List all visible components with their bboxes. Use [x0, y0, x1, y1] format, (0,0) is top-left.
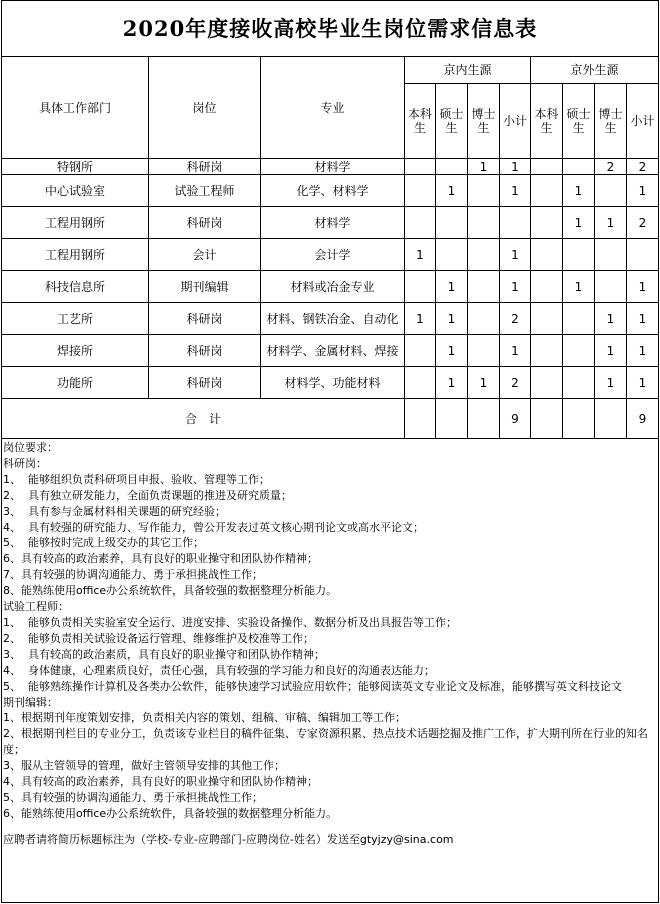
cell-department: 工艺所 [2, 303, 149, 335]
cell-major: 化学、材料学 [261, 175, 405, 207]
cell-major: 会计学 [261, 239, 405, 271]
note-line: 1、 能够负责相关实验室安全运行、进度安排、实验设备操作、数据分析及出具报告等工作； [3, 615, 457, 629]
table-row [2, 335, 659, 367]
note-line: 岗位要求： [3, 441, 58, 454]
cell-outside-count [563, 303, 595, 335]
empty-cell [405, 399, 436, 439]
header-outside-source: 京外生源 [531, 57, 659, 84]
cell-department: 工程用钢所 [2, 239, 149, 271]
note-line: 3、服从主管领导的管理，做好主管领导安排的其他工作； [3, 759, 285, 773]
cell-outside-count [531, 175, 563, 207]
cell-department: 科技信息所 [2, 271, 149, 303]
cell-beijing-count: 1 [405, 303, 436, 335]
cell-department: 中心试验室 [2, 175, 149, 207]
cell-beijing-count: 1 [436, 367, 468, 399]
cell-beijing-count: 1 [500, 335, 531, 367]
cell-outside-count: 1 [627, 175, 659, 207]
cell-outside-count: 1 [563, 175, 595, 207]
cell-beijing-count: 1 [500, 239, 531, 271]
cell-outside-count [563, 159, 595, 175]
table-row [2, 239, 659, 271]
cell-outside-count: 2 [595, 159, 627, 175]
cell-beijing-count: 1 [405, 239, 436, 271]
cell-outside-count: 1 [563, 271, 595, 303]
cell-position: 科研岗 [149, 367, 261, 399]
spacer [3, 822, 657, 832]
table-row [2, 367, 659, 399]
cell-beijing-count [436, 207, 468, 239]
note-line: 1、根据期刊年度策划安排，负责相关内容的策划、组稿、审稿、编辑加工等工作； [3, 711, 406, 725]
cell-outside-count [563, 239, 595, 271]
header-doctor: 博士生 [595, 84, 627, 159]
cell-beijing-count [468, 271, 500, 303]
cell-beijing-count [405, 367, 436, 399]
cell-department: 焊接所 [2, 335, 149, 367]
note-line: 2、 能够负责相关试验设备运行管理、维修维护及校准等工作； [3, 631, 314, 645]
note-line: 6、具有较高的政治素养，具有良好的职业操守和团队协作精神； [3, 552, 318, 566]
note-line: 6、能熟练使用office办公系统软件，具备较强的数据整理分析能力。 [3, 806, 338, 820]
header-major: 专业 [261, 57, 405, 159]
cell-beijing-count [468, 175, 500, 207]
note-line: 1、 能够组织负责科研项目申报、验收、管理等工作； [3, 472, 270, 486]
cell-outside-count: 2 [627, 207, 659, 239]
cell-position: 会计 [149, 239, 261, 271]
cell-position: 科研岗 [149, 335, 261, 367]
cell-outside-count: 1 [595, 367, 627, 399]
note-line: 3、 具有较高的政治素质，具有良好的职业操守和团队协作精神； [3, 647, 325, 661]
note-line: 5、 能够按时完成上级交办的其它工作； [3, 536, 204, 550]
cell-major: 材料、钢铁冶金、自动化 [261, 303, 405, 335]
empty-cell [436, 399, 468, 439]
cell-outside-count: 1 [563, 207, 595, 239]
cell-outside-count: 1 [627, 367, 659, 399]
note-line: 试验工程师： [3, 600, 69, 614]
cell-major: 材料学、金属材料、焊接 [261, 335, 405, 367]
note-line: 8、能熟练使用office办公系统软件，具备较强的数据整理分析能力。 [3, 584, 338, 598]
demand-table [1, 56, 659, 439]
cell-beijing-count: 1 [436, 271, 468, 303]
cell-outside-count: 1 [627, 271, 659, 303]
cell-outside-count [595, 271, 627, 303]
header-master: 硕士生 [436, 84, 468, 159]
note-line: 4、 具有较强的研究能力、写作能力，曾公开发表过英文核心期刊论文或高水平论文； [3, 520, 424, 534]
cell-department: 特钢所 [2, 159, 149, 175]
cell-beijing-count: 1 [500, 271, 531, 303]
cell-position: 科研岗 [149, 207, 261, 239]
cell-outside-count [531, 335, 563, 367]
cell-outside-count: 2 [627, 159, 659, 175]
cell-beijing-count: 1 [468, 367, 500, 399]
cell-outside-count: 1 [627, 335, 659, 367]
cell-beijing-count: 1 [436, 335, 468, 367]
cell-outside-count: 1 [627, 303, 659, 335]
header-bachelor: 本科生 [405, 84, 436, 159]
header-master: 硕士生 [563, 84, 595, 159]
cell-beijing-count [468, 239, 500, 271]
cell-outside-count [563, 335, 595, 367]
cell-beijing-count [468, 335, 500, 367]
cell-outside-count [595, 175, 627, 207]
header-department: 具体工作部门 [2, 57, 149, 159]
note-line: 科研岗： [3, 456, 47, 470]
table-row [2, 159, 659, 175]
note-line: 4、 身体健康，心理素质良好，责任心强，具有较强的学习能力和良好的沟通表达能力； [3, 663, 435, 677]
header-beijing-source: 京内生源 [405, 57, 531, 84]
cell-beijing-count [500, 207, 531, 239]
note-line: 2、 具有独立研发能力，全面负责课题的推进及研究质量； [3, 488, 292, 502]
cell-outside-count [627, 239, 659, 271]
empty-cell [468, 399, 500, 439]
cell-outside-count: 1 [595, 335, 627, 367]
total-outside-subtotal: 9 [627, 399, 659, 439]
empty-cell [531, 399, 563, 439]
cell-beijing-count [468, 207, 500, 239]
header-position: 岗位 [149, 57, 261, 159]
cell-beijing-count: 2 [500, 367, 531, 399]
cell-beijing-count: 1 [500, 175, 531, 207]
note-line: 5、 能够熟练操作计算机及各类办公软件，能够快速学习试验应用软件；能够阅读英文专业论文及标准，能够撰写英文科技论文 [3, 679, 622, 693]
cell-beijing-count [405, 207, 436, 239]
note-line: 5、具有较强的协调沟通能力、勇于承担挑战性工作； [3, 790, 263, 804]
page-title: 2020年度接收高校毕业生岗位需求信息表 [122, 16, 538, 41]
cell-beijing-count: 1 [468, 159, 500, 175]
empty-cell [563, 399, 595, 439]
cell-beijing-count [468, 303, 500, 335]
cell-outside-count [563, 367, 595, 399]
note-line: 3、 具有参与金属材料相关课题的研究经验； [3, 504, 226, 518]
cell-department: 工程用钢所 [2, 207, 149, 239]
cell-outside-count: 1 [595, 303, 627, 335]
cell-outside-count [595, 239, 627, 271]
requirements-notes [3, 440, 657, 848]
cell-position: 试验工程师 [149, 175, 261, 207]
cell-beijing-count [405, 175, 436, 207]
cell-outside-count [531, 239, 563, 271]
total-label: 合 计 [2, 399, 405, 439]
cell-position: 期刊编辑 [149, 271, 261, 303]
cell-outside-count: 1 [595, 207, 627, 239]
header-bachelor: 本科生 [531, 84, 563, 159]
cell-beijing-count: 1 [500, 159, 531, 175]
total-beijing-subtotal: 9 [500, 399, 531, 439]
cell-major: 材料学、功能材料 [261, 367, 405, 399]
cell-major: 材料学 [261, 207, 405, 239]
table-row [2, 175, 659, 207]
note-line: 2、根据期刊栏目的专业分工，负责该专业栏目的稿件征集、专家资源积累、热点技术话题挖掘及推广工作，扩大期刊所在行业的知名度； [3, 727, 648, 757]
cell-outside-count [531, 159, 563, 175]
header-doctor: 博士生 [468, 84, 500, 159]
table-row [2, 303, 659, 335]
cell-outside-count [531, 207, 563, 239]
cell-outside-count [531, 303, 563, 335]
contact-line: 应聘者请将简历标题标注为（学校-专业-应聘部门-应聘岗位-姓名）发送至gtyjzy@sina.com [3, 832, 454, 846]
cell-department: 功能所 [2, 367, 149, 399]
cell-beijing-count [436, 159, 468, 175]
cell-major: 材料学 [261, 159, 405, 175]
cell-beijing-count: 1 [436, 175, 468, 207]
cell-outside-count [531, 271, 563, 303]
cell-beijing-count [405, 271, 436, 303]
cell-beijing-count: 1 [436, 303, 468, 335]
table-row [2, 271, 659, 303]
cell-beijing-count: 2 [500, 303, 531, 335]
cell-beijing-count [405, 335, 436, 367]
note-line: 4、具有较高的政治素养，具有良好的职业操守和团队协作精神； [3, 775, 318, 789]
note-line: 7、具有较强的协调沟通能力、勇于承担挑战性工作； [3, 568, 263, 582]
header-subtotal: 小计 [627, 84, 659, 159]
cell-beijing-count [405, 159, 436, 175]
cell-major: 材料或冶金专业 [261, 271, 405, 303]
cell-position: 科研岗 [149, 303, 261, 335]
total-row [2, 399, 659, 439]
cell-beijing-count [436, 239, 468, 271]
header-subtotal: 小计 [500, 84, 531, 159]
cell-outside-count [531, 367, 563, 399]
cell-position: 科研岗 [149, 159, 261, 175]
note-line: 期刊编辑： [3, 695, 58, 709]
empty-cell [595, 399, 627, 439]
table-row [2, 207, 659, 239]
